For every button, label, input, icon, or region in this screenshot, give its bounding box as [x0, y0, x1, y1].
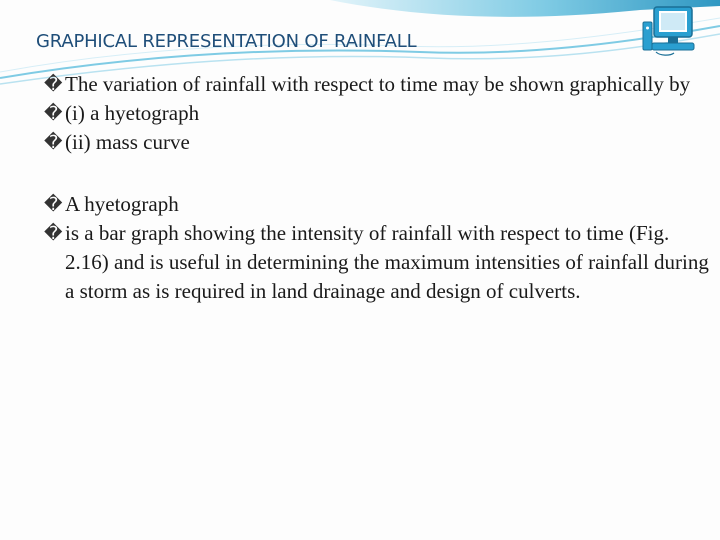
bullet-item-hyetograph-definition [44, 219, 714, 306]
bullet-glyph: � [44, 74, 63, 95]
bullet-item-hyetograph [44, 99, 714, 128]
bullet-item-mass-curve [44, 128, 714, 157]
bullet-text: A hyetograph [65, 192, 179, 216]
bullet-item-intro [44, 70, 714, 99]
bullet-glyph: � [44, 223, 63, 244]
spacer [44, 157, 714, 190]
slide-title: GRAPHICAL REPRESENTATION OF RAINFALL [36, 31, 417, 52]
slide-body [44, 70, 714, 306]
bullet-item-hyetograph-heading [44, 190, 714, 219]
bullet-text: The variation of rainfall with respect to time may be shown graphically by [65, 72, 691, 96]
bullet-glyph: � [44, 194, 63, 215]
bullet-glyph: � [44, 103, 63, 124]
computer-icon [640, 4, 700, 58]
bullet-text: (ii) mass curve [65, 130, 190, 154]
bullet-text: is a bar graph showing the intensity of rainfall with respect to time (Fig. 2.16) and is useful in determining the maximum intensities of rainfall during a storm as is required in land drainage and design of culverts. [65, 221, 709, 303]
bullet-text: (i) a hyetograph [65, 101, 200, 125]
bullet-glyph: � [44, 132, 63, 153]
